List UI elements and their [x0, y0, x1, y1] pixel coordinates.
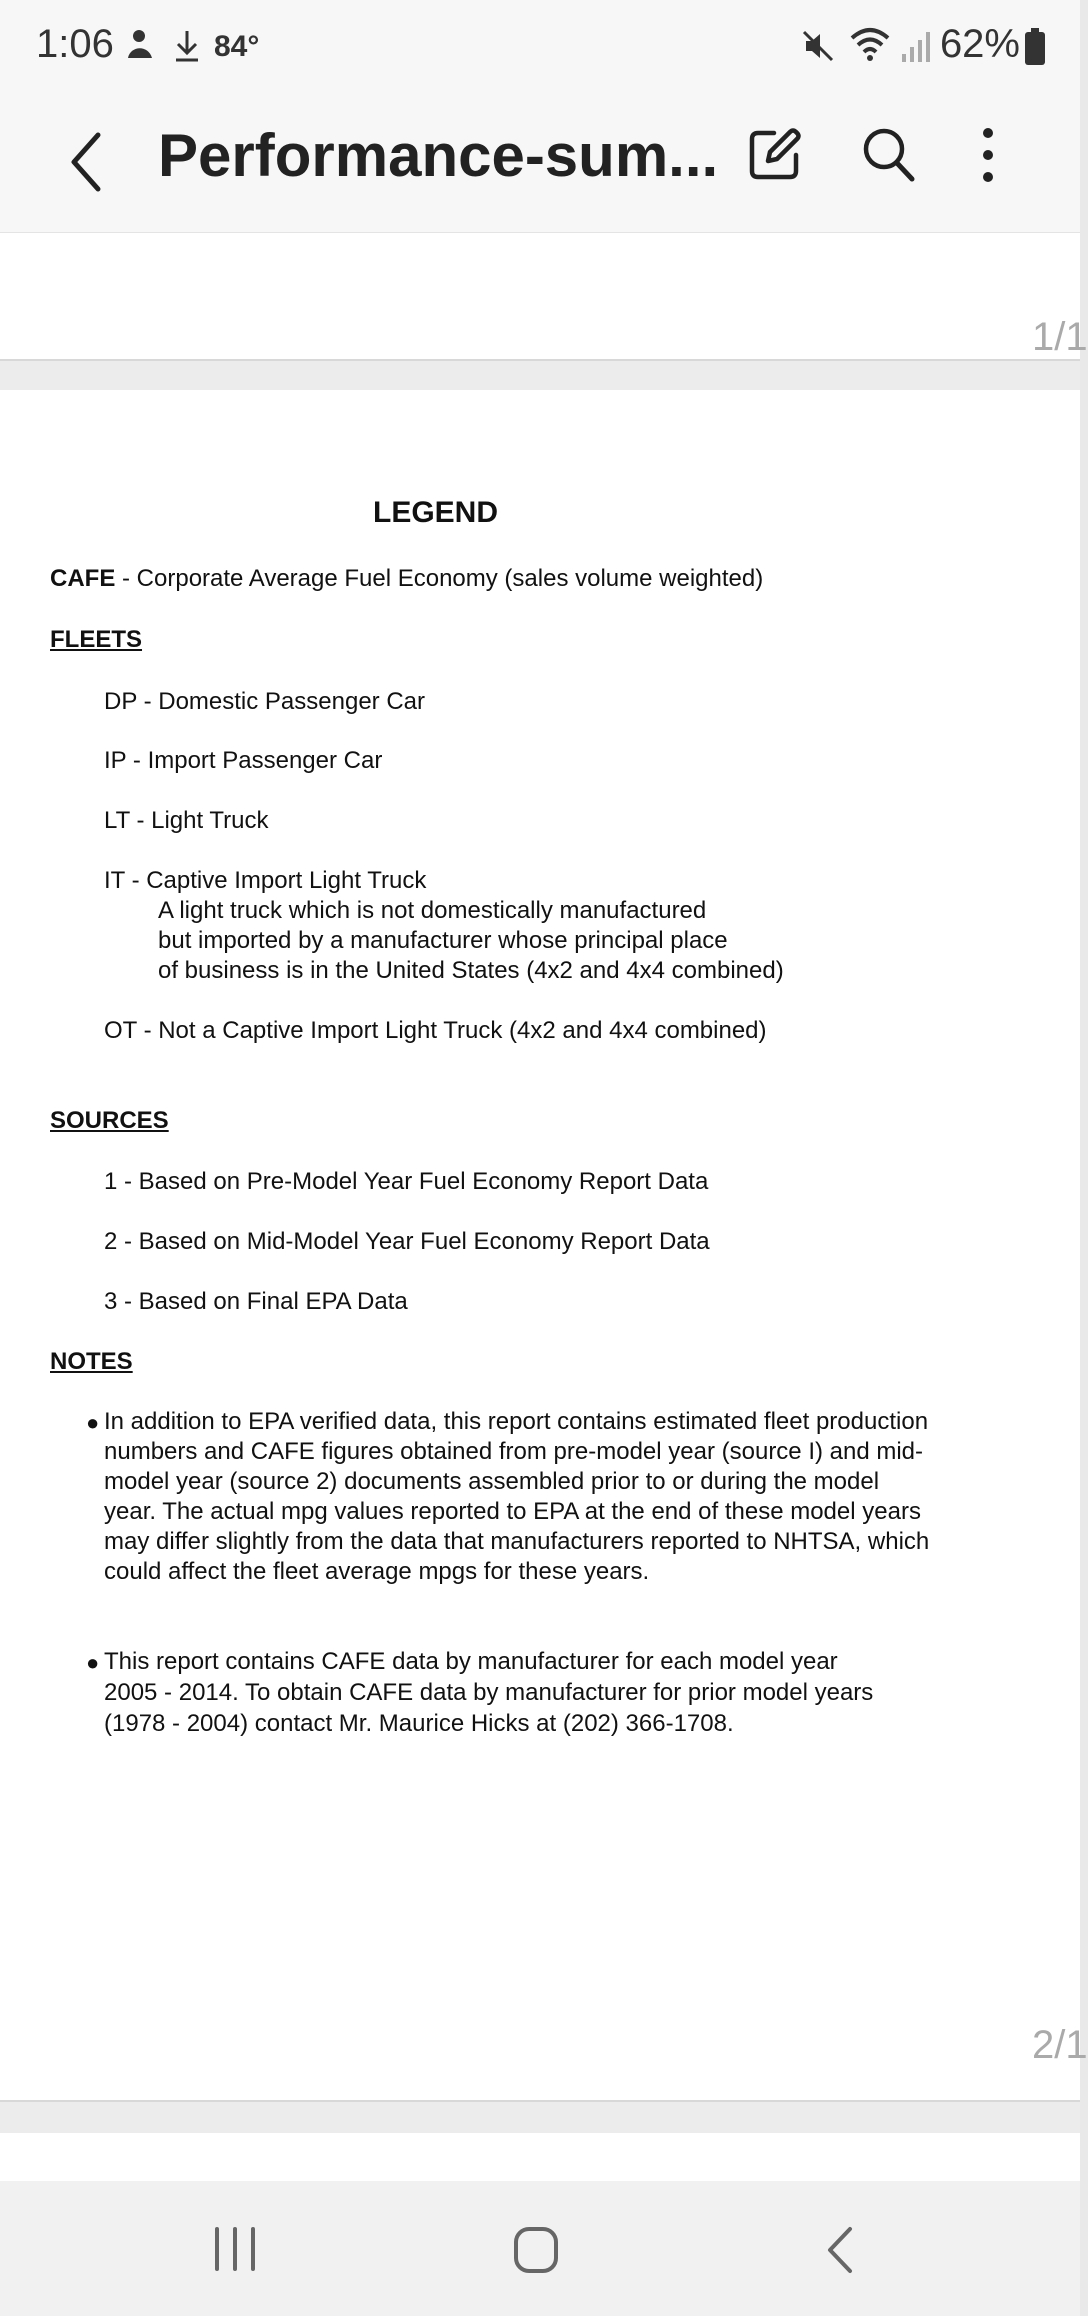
fleet-dp: DP - Domestic Passenger Car [104, 688, 425, 715]
more-options-icon[interactable] [978, 125, 998, 185]
status-temperature: 84° [214, 30, 260, 63]
source-3: 3 - Based on Final EPA Data [104, 1288, 408, 1315]
search-icon[interactable] [860, 125, 916, 183]
cafe-definition [50, 564, 763, 594]
document-page-3 [0, 2133, 1080, 2181]
battery-icon [1024, 28, 1046, 66]
note-1-line-4: year. The actual mpg values reported to EPA at the end of these model years [104, 1498, 921, 1525]
signal-icon [900, 28, 934, 64]
cafe-label: CAFE [50, 565, 116, 592]
fleet-it-description-2: but imported by a manufacturer whose principal place [158, 927, 728, 954]
status-bar [0, 0, 1080, 95]
document-page-1 [0, 233, 1088, 359]
fleet-it-description-3: of business is in the United States (4x2 and 4x4 combined) [158, 957, 784, 984]
bullet-icon: ● [86, 1410, 100, 1435]
fleet-it-description-1: A light truck which is not domestically manufactured [158, 897, 707, 924]
source-1: 1 - Based on Pre-Model Year Fuel Economy Report Data [104, 1168, 709, 1195]
wifi-icon [848, 26, 892, 62]
page-separator [0, 2100, 1080, 2134]
cafe-text: - Corporate Average Fuel Economy (sales volume weighted) [115, 565, 764, 592]
document-page-2[interactable] [0, 390, 1088, 2100]
page-indicator: 2/1 [1032, 2023, 1088, 2067]
document-title: Performance-sum... [158, 122, 719, 189]
back-icon[interactable] [822, 2225, 858, 2275]
page-indicator: 1/1 [1032, 315, 1088, 359]
fleets-heading: FLEETS [50, 626, 143, 653]
status-time: 1:06 [36, 22, 114, 66]
note-2-line-2: 2005 - 2014. To obtain CAFE data by manufacturer for prior model years [104, 1679, 874, 1706]
source-2: 2 - Based on Mid-Model Year Fuel Economy Report Data [104, 1228, 710, 1255]
fleet-lt: LT - Light Truck [104, 807, 269, 834]
home-icon[interactable] [512, 2225, 560, 2275]
navigation-bar [0, 2181, 1080, 2316]
note-2-line-3: (1978 - 2004) contact Mr. Maurice Hicks at (202) 366-1708. [104, 1710, 734, 1737]
status-battery-percent: 62% [939, 22, 1020, 66]
sources-heading: SOURCES [50, 1107, 169, 1134]
bullet-icon: ● [86, 1650, 100, 1675]
fleet-it: IT - Captive Import Light Truck [104, 867, 427, 894]
app-bar [0, 95, 1080, 233]
download-icon [172, 28, 202, 64]
gesture-icon [124, 28, 156, 64]
legend-title: LEGEND [373, 496, 499, 529]
fleet-ot: OT - Not a Captive Import Light Truck (4x2 and 4x4 combined) [104, 1017, 767, 1044]
note-1-line-5: may differ slightly from the data that manufacturers reported to NHTSA, which [104, 1528, 930, 1555]
edit-icon[interactable] [746, 125, 804, 183]
fleet-ip: IP - Import Passenger Car [104, 747, 383, 774]
note-2-line-1: This report contains CAFE data by manufacturer for each model year [104, 1648, 838, 1675]
recent-apps-icon[interactable] [212, 2225, 258, 2273]
back-arrow-icon[interactable] [64, 129, 108, 195]
note-1-line-3: model year (source 2) documents assembled prior to or during the model [104, 1468, 880, 1495]
note-1-line-2: numbers and CAFE figures obtained from pre-model year (source I) and mid- [104, 1438, 924, 1465]
notes-heading: NOTES [50, 1348, 133, 1375]
page-separator [0, 359, 1080, 391]
note-1-line-6: could affect the fleet average mpgs for these years. [104, 1558, 650, 1585]
mute-icon [800, 28, 836, 64]
note-1-line-1: In addition to EPA verified data, this report contains estimated fleet production [104, 1408, 929, 1435]
